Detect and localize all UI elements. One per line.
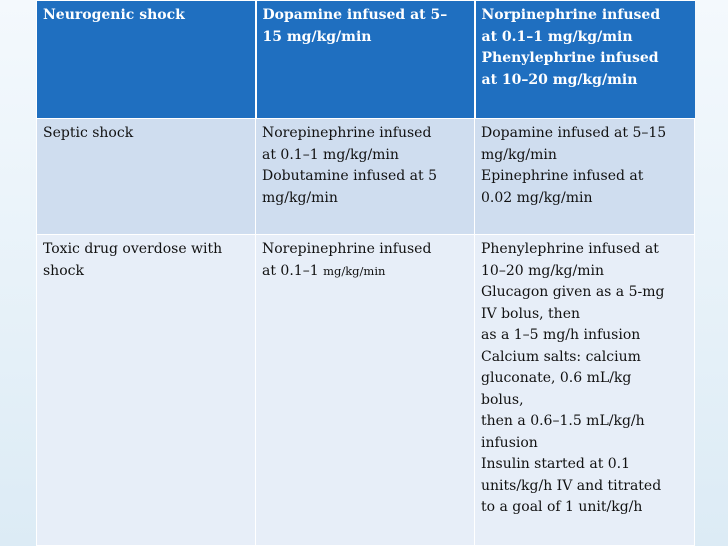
condition-text: Toxic drug overdose with: [43, 241, 223, 257]
cell-condition: [37, 119, 256, 235]
text-line: Norpinephrine infused: [481, 7, 661, 23]
text-line: at 0.1–1 mg/kg/min: [481, 28, 633, 45]
text-line: Phenylephrine infused at: [481, 241, 659, 257]
dose-unit: mg/kg/min: [323, 263, 386, 278]
text-line: Norepinephrine infused: [262, 125, 432, 141]
cell-condition: [37, 1, 256, 119]
text-line: Calcium salts: calcium: [481, 348, 641, 365]
text-line: Dobutamine infused at 5: [262, 168, 438, 184]
text-line: 0.02 mg/kg/min: [481, 189, 593, 206]
cell-second-line: [475, 235, 695, 546]
text-line: mg/kg/min: [262, 189, 338, 206]
cell-second-line: [475, 1, 695, 119]
text-line: as a 1–5 mg/h infusion: [481, 327, 641, 343]
text-line: at 0.1–1 mg/kg/min: [262, 146, 399, 163]
text-line: 15 mg/kg/min: [262, 28, 372, 45]
cell-condition: [37, 235, 256, 546]
cell-second-line: [475, 119, 695, 235]
table-row-toxic-overdose: [37, 235, 695, 546]
text-line: Dopamine infused at 5–: [262, 7, 448, 23]
condition-text: Neurogenic shock: [43, 7, 185, 23]
dose-prefix: at 0.1–1: [262, 262, 319, 279]
shock-treatment-table: [36, 0, 695, 546]
text-line: gluconate, 0.6 mL/kg: [481, 370, 632, 386]
text-line: IV bolus, then: [481, 305, 581, 322]
table-row-septic: [37, 119, 695, 235]
cell-first-line: [256, 119, 475, 235]
text-line: [262, 261, 468, 283]
cell-first-line: [256, 1, 475, 119]
cell-first-line: [256, 235, 475, 546]
text-line: Phenylephrine infused: [481, 50, 659, 66]
text-line: bolus,: [481, 391, 524, 408]
text-line: then a 0.6–1.5 mL/kg/h: [481, 413, 645, 429]
text-line: mg/kg/min: [481, 146, 557, 163]
text-line: Epinephrine infused at: [481, 168, 644, 184]
text-line: Insulin started at 0.1: [481, 456, 631, 472]
text-line: 10–20 mg/kg/min: [481, 262, 604, 279]
text-line: Dopamine infused at 5–15: [481, 125, 667, 141]
text-line: Glucagon given as a 5-mg: [481, 284, 665, 300]
condition-text: shock: [43, 262, 84, 279]
table-row-neurogenic: [37, 1, 695, 119]
condition-text: Septic shock: [43, 125, 134, 141]
text-line: at 10–20 mg/kg/min: [481, 71, 638, 88]
text-line: infusion: [481, 434, 538, 451]
text-line: to a goal of 1 unit/kg/h: [481, 499, 643, 515]
text-line: Norepinephrine infused: [262, 241, 432, 257]
text-line: units/kg/h IV and titrated: [481, 477, 662, 494]
